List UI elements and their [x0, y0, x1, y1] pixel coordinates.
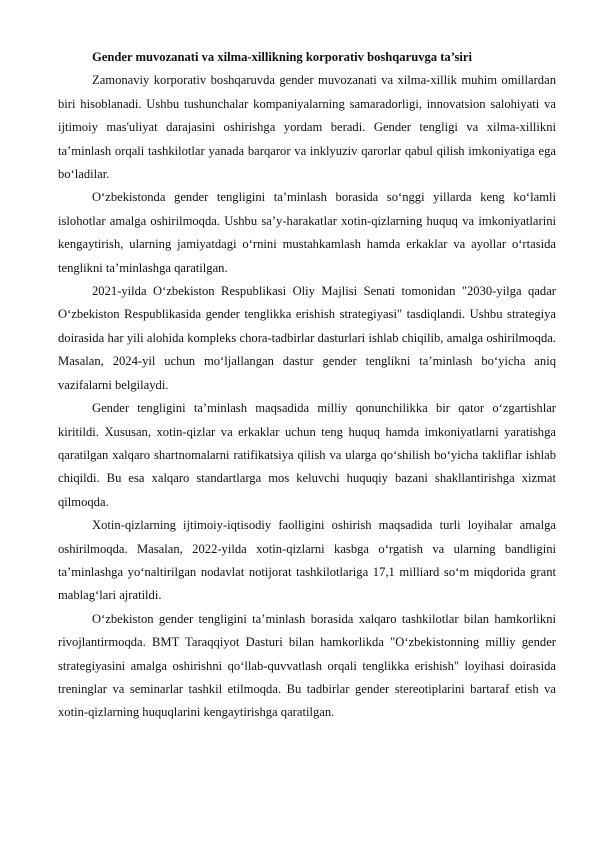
- paragraph-cooperation: O‘zbekiston gender tengligini ta’minlash borasida xalqaro tashkilotlar bilan hamkorlikni rivojlantirmoqda. BMT Taraqqiyot Dasturi bilan hamkorlikda "O‘zbekistonning milliy gender strategiyasini amalga oshirishni qo‘llab-quvvatlash orqali tenglikka erishish" loyihasi doirasida treninglar va seminarlar tashkil etilmoqda. Bu tadbirlar gender stereotiplarini bartaraf etish va xotin-qizlarning huquqlarini kengaytirishga qaratilgan.: [58, 611, 556, 720]
- paragraph-intro: Zamonaviy korporativ boshqaruvda gender muvozanati va xilma-xillik muhim omillardan biri hisoblanadi. Ushbu tushunchalar kompaniyalarning samaradorligi, innovatsion salohiyati va ijtimoiy mas'uliyat darajasini oshirishga yordam beradi. Gender tengligi va xilma-xillikni ta’minlash orqali tashkilotlar yanada barqaror va inklyuziv qarorlar qabul qilish imkoniyatiga ega bo‘ladilar.: [58, 73, 556, 182]
- paragraph-reforms: O‘zbekistonda gender tengligini ta’minlash borasida so‘nggi yillarda keng ko‘lamli islohotlar amalga oshirilmoqda. Ushbu sa’y-harakatlar xotin-qizlarning huquq va imkoniyatlarini kengaytirish, ularning jamiyatdagi o‘rnini mustahkamlash hamda erkaklar va ayollar o‘rtasida tenglikni ta’minlashga qaratilgan.: [58, 190, 556, 275]
- document-title: Gender muvozanati va xilma-xillikning korporativ boshqaruvga ta’siri: [92, 50, 472, 64]
- paragraph-legislation: Gender tengligini ta’minlash maqsadida milliy qonunchilikka bir qator o‘zgartishlar kiritildi. Xususan, xotin-qizlar va erkaklar uchun teng huquq hamda imkoniyatlarni yaratishga qaratilgan xalqaro shartnomalarni ratifikatsiya qilish va ularga qo‘shilish bo‘yicha takliflar ishlab chiqildi. Bu esa xalqaro standartlarga mos keluvchi huquqiy bazani shakllantirishga xizmat qilmoqda.: [58, 401, 556, 509]
- paragraph-strategy: 2021-yilda O‘zbekiston Respublikasi Oliy Majlisi Senati tomonidan "2030-yilga qadar O‘zbekiston Respublikasida gender tenglikka erishish strategiyasi" tasdiqlandi. Ushbu strategiya doirasida har yili alohida kompleks chora-tadbirlar dasturlari ishlab chiqilib, amalga oshirilmoqda. Masalan, 2024-yil uchun mo‘ljallangan dastur gender tenglikni ta’minlash bo‘yicha aniq vazifalarni belgilaydi.: [58, 284, 556, 392]
- document-page: [58, 46, 556, 725]
- paragraph-projects: Xotin-qizlarning ijtimoiy-iqtisodiy faolligini oshirish maqsadida turli loyihalar amalga oshirilmoqda. Masalan, 2022-yilda xotin-qizlarni kasbga o‘rgatish va ularning bandligini ta’minlashga yo‘naltirilgan nodavlat notijorat tashkilotlariga 17,1 milliard so‘m miqdorida grant mablag‘lari ajratildi.: [58, 518, 556, 603]
